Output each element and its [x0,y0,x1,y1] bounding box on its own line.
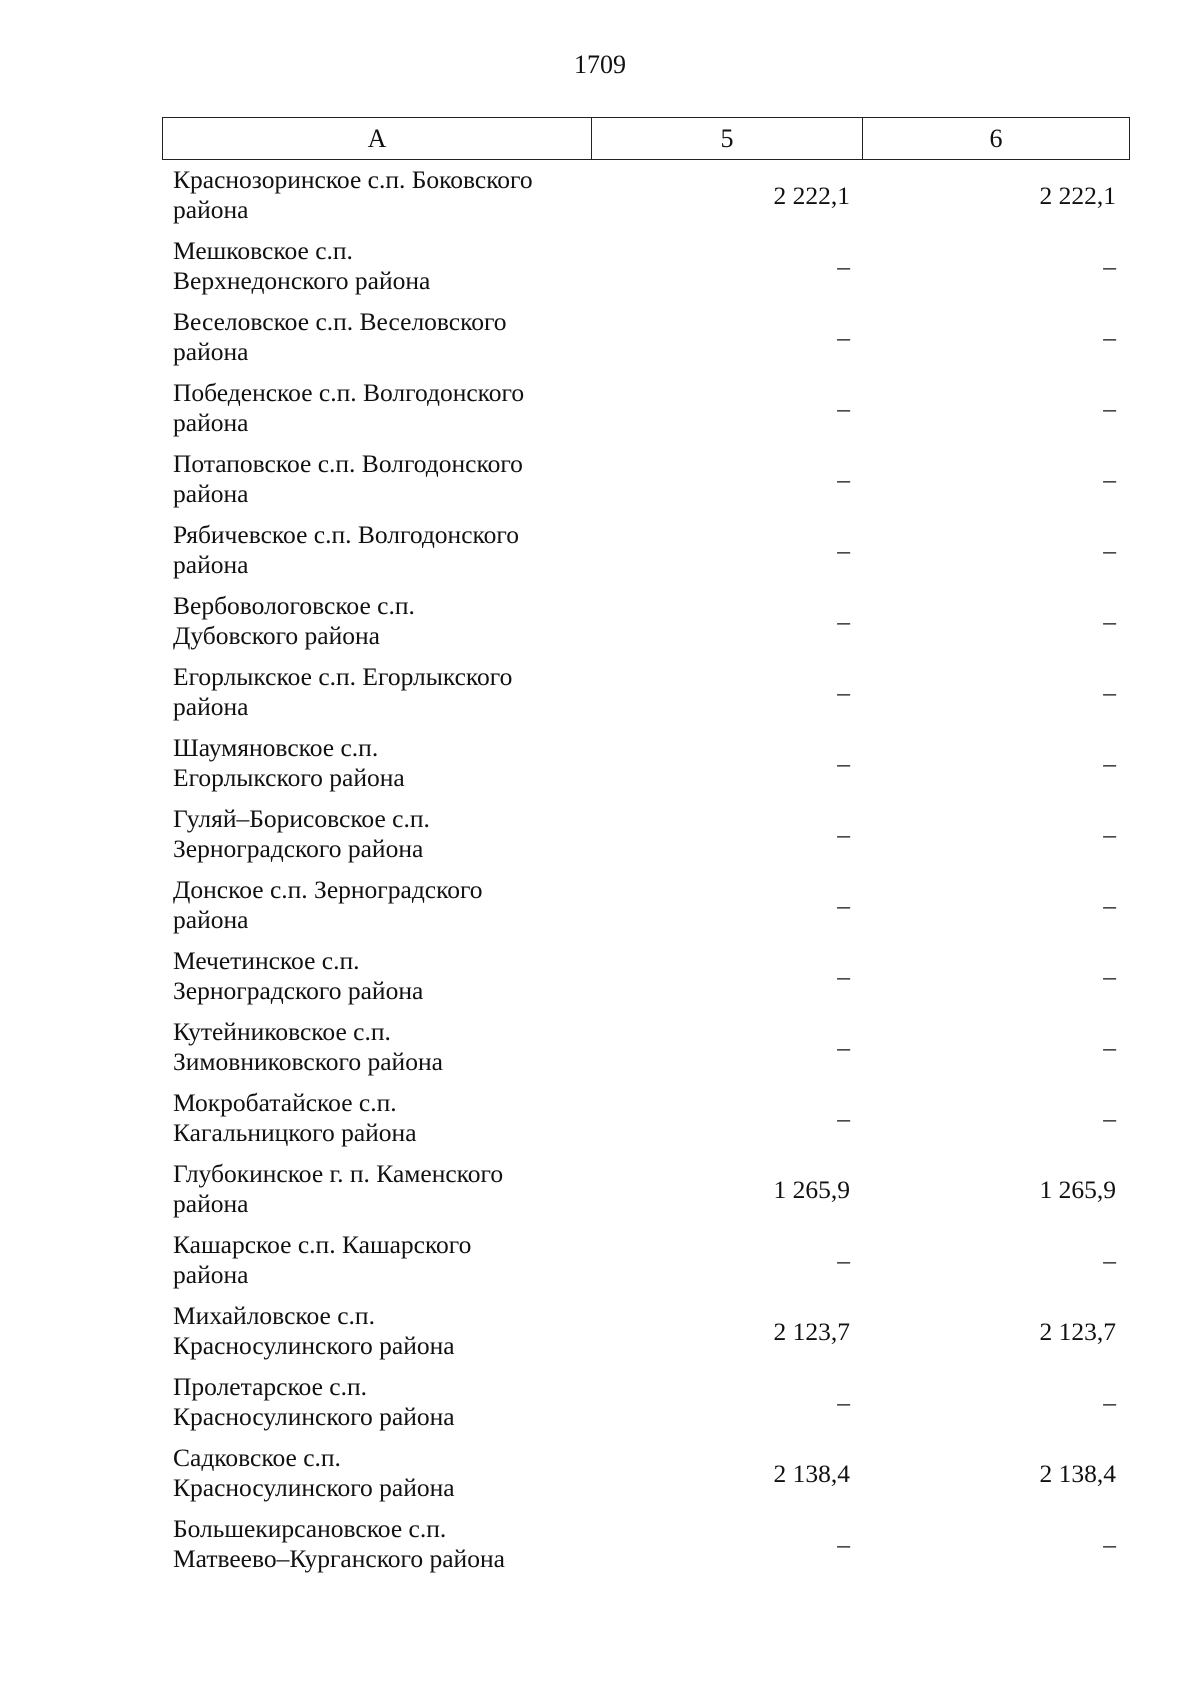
value-cell-col6: 1 265,9 [1039,1174,1116,1204]
settlement-name-cell [162,657,591,728]
table-row [162,1367,1130,1438]
settlement-name-line2: района [173,408,249,437]
settlement-name-line2: Красносулинского района [173,1331,455,1360]
header-cell-6: 6 [989,123,1003,153]
settlement-name-cell [162,1083,591,1154]
settlement-name-cell [162,160,591,231]
settlement-name-cell [162,373,591,444]
settlement-name-cell [162,870,591,941]
settlement-name-cell [162,444,591,515]
settlement-name-line2: Матвеево–Курганского района [173,1544,505,1573]
settlement-name-line2: Дубовского района [173,621,380,650]
settlement-name-line2: Красносулинского района [173,1402,455,1431]
table-row [162,1154,1130,1225]
table-row [162,444,1130,515]
settlement-name-line2: Егорлыкского района [173,763,405,792]
value-cell-col5: – [837,251,850,281]
settlement-name-cell [162,728,591,799]
table-row [162,799,1130,870]
value-cell-col6: – [1103,251,1116,281]
settlement-name-line2: района [173,550,249,579]
value-cell-col5: 2 222,1 [773,180,850,210]
settlement-name-line2: Зерноградского района [173,976,424,1005]
value-cell-col6: 2 123,7 [1039,1316,1116,1346]
settlement-name-line1: Мокробатайское с.п. [173,1088,397,1117]
value-cell-col6: – [1103,1032,1116,1062]
settlement-name-line2: Зимовниковского района [173,1047,443,1076]
settlement-name-cell [162,1509,591,1580]
value-cell-col5: – [837,1103,850,1133]
table-row [162,373,1130,444]
settlement-name-line2: Красносулинского района [173,1473,455,1502]
settlement-name-line1: Гуляй–Борисовское с.п. [173,804,430,833]
value-cell-col5: – [837,606,850,636]
data-table [162,117,1130,1580]
settlement-name-line2: района [173,1260,249,1289]
value-cell-col5: 2 123,7 [773,1316,850,1346]
table-row [162,1225,1130,1296]
value-cell-col6: 2 138,4 [1039,1458,1116,1488]
settlement-name-line2: района [173,337,249,366]
value-cell-col6: – [1103,890,1116,920]
settlement-name-line1: Кутейниковское с.п. [173,1017,391,1046]
value-cell-col5: – [837,677,850,707]
value-cell-col5: – [837,464,850,494]
settlement-name-cell [162,1012,591,1083]
settlement-name-line1: Победенское с.п. Волгодонского [173,378,525,407]
value-cell-col5: – [837,961,850,991]
table-row [162,657,1130,728]
settlement-name-cell [162,515,591,586]
settlement-name-line1: Донское с.п. Зерноградского [173,875,483,904]
settlement-name-line2: Кагальницкого района [173,1118,417,1147]
settlement-name-line1: Мечетинское с.п. [173,946,360,975]
table-header [162,117,1130,160]
settlement-name-line1: Потаповское с.п. Волгодонского [173,449,523,478]
value-cell-col5: 1 265,9 [773,1174,850,1204]
value-cell-col6: – [1103,961,1116,991]
table-row [162,1012,1130,1083]
settlement-name-line2: района [173,479,249,508]
table-row [162,1083,1130,1154]
value-cell-col5: – [837,1529,850,1559]
table-row [162,870,1130,941]
settlement-name-cell [162,1438,591,1509]
page-number: 1709 [574,50,626,79]
settlement-name-cell [162,1367,591,1438]
table-body [162,160,1130,1580]
table-row [162,302,1130,373]
settlement-name-cell [162,1296,591,1367]
settlement-name-line1: Краснозоринское с.п. Боковского [173,165,533,194]
settlement-name-line2: района [173,195,249,224]
value-cell-col6: – [1103,677,1116,707]
table-row [162,1438,1130,1509]
table-row [162,515,1130,586]
value-cell-col5: – [837,819,850,849]
value-cell-col6: – [1103,535,1116,565]
value-cell-col5: – [837,748,850,778]
settlement-name-line1: Рябичевское с.п. Волгодонского [173,520,519,549]
value-cell-col6: – [1103,1103,1116,1133]
value-cell-col6: – [1103,322,1116,352]
settlement-name-line1: Садковское с.п. [173,1443,341,1472]
value-cell-col6: – [1103,1387,1116,1417]
settlement-name-line1: Шаумяновское с.п. [173,733,379,762]
value-cell-col5: – [837,322,850,352]
value-cell-col6: 2 222,1 [1039,180,1116,210]
settlement-name-cell [162,1225,591,1296]
settlement-name-line1: Мешковское с.п. [173,236,353,265]
settlement-name-line2: района [173,1189,249,1218]
settlement-name-line1: Михайловское с.п. [173,1301,375,1330]
settlement-name-line2: Зерноградского района [173,834,424,863]
settlement-name-line1: Пролетарское с.п. [173,1372,368,1401]
settlement-name-cell [162,586,591,657]
settlement-name-cell [162,941,591,1012]
value-cell-col6: – [1103,606,1116,636]
value-cell-col6: – [1103,393,1116,423]
value-cell-col6: – [1103,1529,1116,1559]
settlement-name-cell [162,1154,591,1225]
settlement-name-cell [162,302,591,373]
value-cell-col5: – [837,890,850,920]
header-cell-5: 5 [592,118,863,159]
value-cell-col5: – [837,535,850,565]
table-row [162,231,1130,302]
settlement-name-line1: Вербовологовское с.п. [173,591,415,620]
header-cell-a: А [163,118,592,159]
settlement-name-line2: района [173,905,249,934]
settlement-name-line1: Кашарское с.п. Кашарского [173,1230,472,1259]
value-cell-col5: – [837,393,850,423]
settlement-name-line2: Верхнедонского района [173,266,431,295]
settlement-name-line1: Егорлыкское с.п. Егорлыкского [173,662,513,691]
value-cell-col5: 2 138,4 [773,1458,850,1488]
value-cell-col5: – [837,1387,850,1417]
value-cell-col6: – [1103,819,1116,849]
settlement-name-line1: Большекирсановское с.п. [173,1514,447,1543]
settlement-name-line1: Глубокинское г. п. Каменского [173,1159,504,1188]
value-cell-col6: – [1103,464,1116,494]
table-row [162,160,1130,231]
table-row [162,1509,1130,1580]
table-row [162,586,1130,657]
settlement-name-cell [162,231,591,302]
value-cell-col6: – [1103,748,1116,778]
settlement-name-cell [162,799,591,870]
value-cell-col5: – [837,1245,850,1275]
value-cell-col6: – [1103,1245,1116,1275]
settlement-name-line2: района [173,692,249,721]
table-row [162,941,1130,1012]
table-row [162,728,1130,799]
table-row [162,1296,1130,1367]
value-cell-col5: – [837,1032,850,1062]
settlement-name-line1: Веселовское с.п. Веселовского [173,307,507,336]
